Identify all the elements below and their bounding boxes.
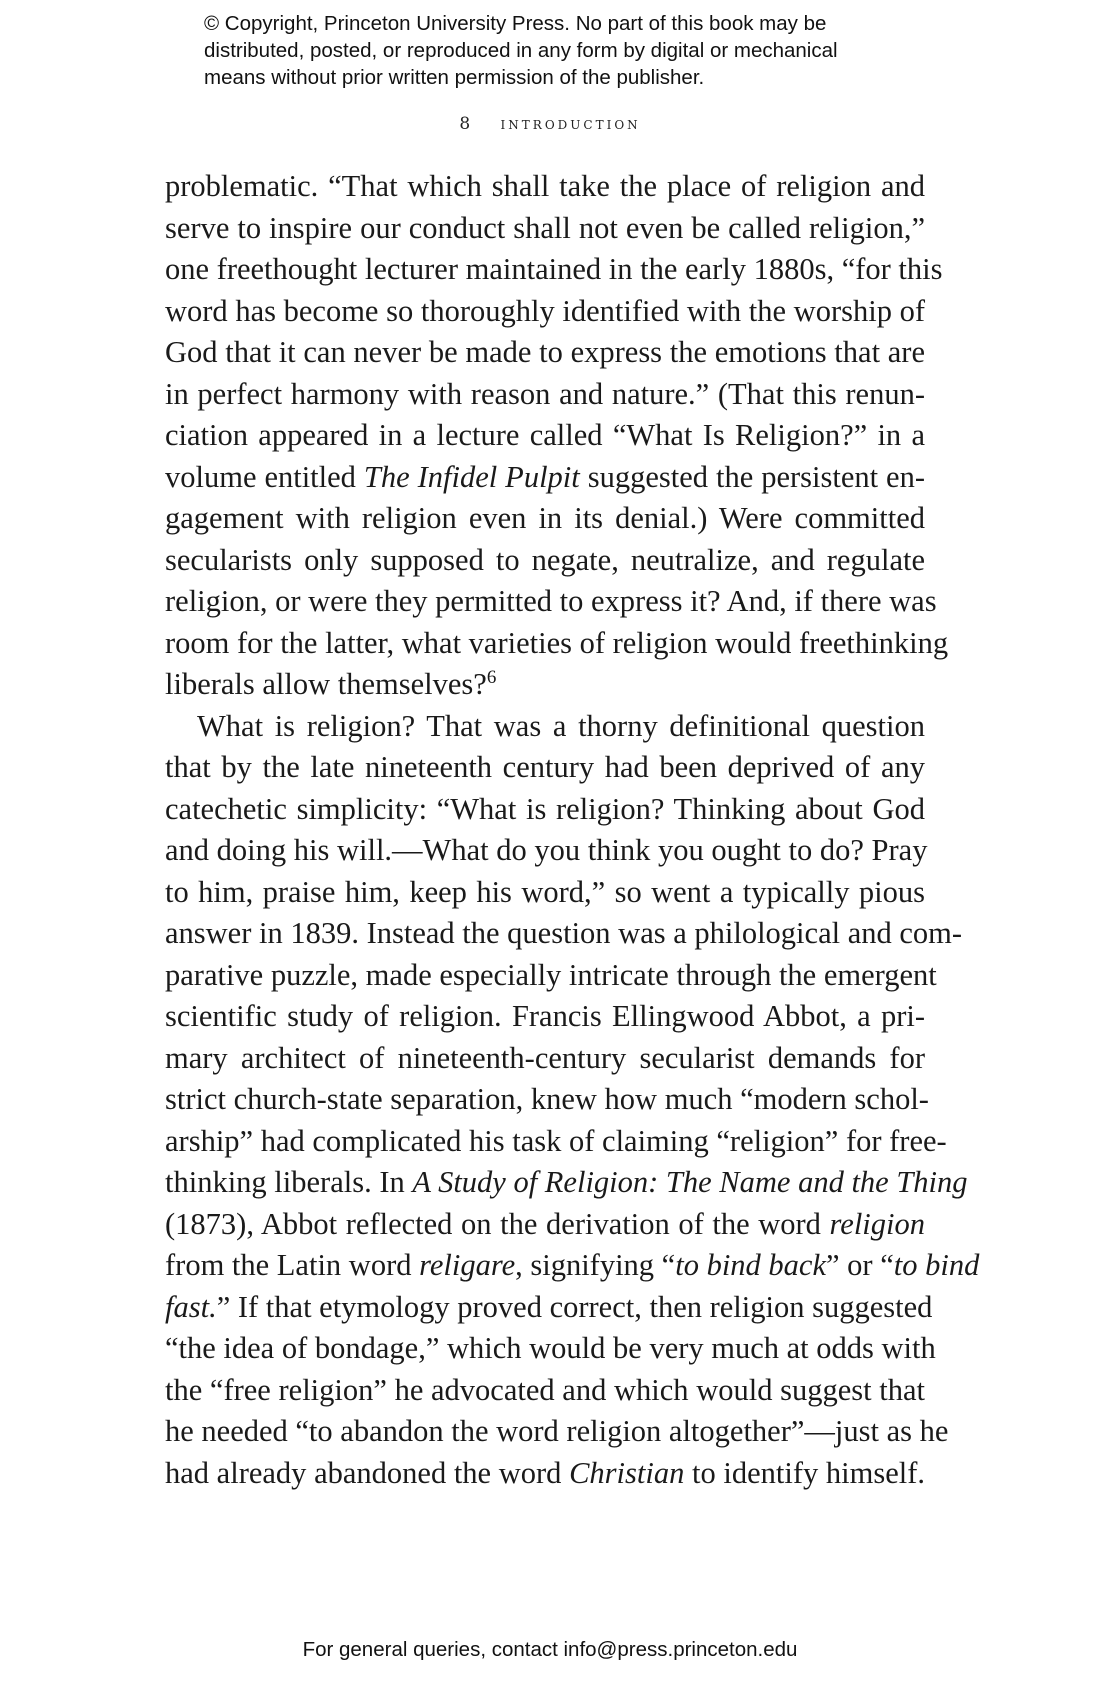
footnote-reference[interactable]: 6 (486, 666, 497, 688)
text-run: (1873), Abbot reflected on the derivation of the word (165, 1206, 830, 1241)
text-run: , signifying “ (515, 1248, 676, 1282)
text-run: ” If that etymology proved correct, then religion suggested (216, 1289, 933, 1324)
text-line (165, 1204, 925, 1246)
text-run: from the Latin word (165, 1248, 420, 1282)
text-line (165, 457, 925, 499)
text-line: serve to inspire our conduct shall not even be called religion,” (165, 210, 925, 245)
book-title: The Infidel Pulpit (363, 459, 580, 494)
text-line: God that it can never be made to express the emotions that are (165, 335, 925, 369)
text-line (165, 664, 925, 706)
italic-term: to bind (893, 1248, 980, 1282)
footer-contact: For general queries, contact info@press.princeton.edu (302, 1638, 798, 1661)
text-line: one freethought lecturer maintained in the early 1880s, “for this (165, 252, 943, 286)
text-line (165, 1245, 980, 1287)
text-line: catechetic simplicity: “What is religion? Thinking about God (165, 791, 925, 826)
text-run: ” or “ (826, 1248, 894, 1282)
text-line: he needed “to abandon the word religion altogether”—just as he (165, 1414, 949, 1448)
text-line: word has become so thoroughly identified with the worship of (165, 293, 925, 328)
text-line: ciation appeared in a lecture called “What Is Religion?” in a (165, 418, 925, 452)
text-run: had already abandoned the word (165, 1455, 570, 1490)
text-line: religion, or were they permitted to express it? And, if there was (165, 584, 937, 618)
text-run: liberals allow themselves? (165, 667, 487, 701)
text-run: volume entitled (165, 459, 364, 494)
text-line: scientific study of religion. Francis Ellingwood Abbot, a pri- (165, 999, 925, 1033)
copyright-line: means without prior written permission of the publisher. (204, 66, 705, 89)
text-line: and doing his will.—What do you think you ought to do? Pray (165, 833, 928, 867)
text-run: thinking liberals. In (165, 1165, 413, 1199)
text-run: to identify himself. (684, 1455, 926, 1490)
text-line: strict church-state separation, knew how much “modern schol- (165, 1082, 929, 1116)
italic-term: fast. (165, 1289, 217, 1324)
text-line: that by the late nineteenth century had been deprived of any (165, 750, 925, 784)
page-number: 8 (459, 114, 471, 134)
text-line: gagement with religion even in its denial.) Were committed (165, 501, 925, 535)
text-line: in perfect harmony with reason and nature.” (That this renun- (165, 376, 925, 411)
text-line: to him, praise him, keep his word,” so went a typically pious (165, 874, 925, 909)
running-head (0, 114, 1100, 134)
italic-term: religare (419, 1248, 516, 1282)
body-text (165, 166, 980, 1494)
italic-term: Christian (569, 1455, 685, 1490)
text-line: mary architect of nineteenth-century secularist demands for (165, 1040, 925, 1075)
text-line (165, 1162, 968, 1204)
text-line: arship” had complicated his task of claiming “religion” for free- (165, 1123, 947, 1158)
text-line: problematic. “That which shall take the place of religion and (165, 169, 925, 203)
text-line: answer in 1839. Instead the question was a philological and com- (165, 916, 963, 950)
text-line: secularists only supposed to negate, neutralize, and regulate (165, 542, 925, 577)
book-title: A Study of Religion: The Name and the Thing (412, 1165, 968, 1199)
text-line: parative puzzle, made especially intricate through the emergent (165, 957, 937, 992)
copyright-line: © Copyright, Princeton University Press. No part of this book may be (204, 12, 827, 35)
text-line: “the idea of bondage,” which would be very much at odds with (165, 1331, 936, 1365)
text-line: the “free religion” he advocated and which would suggest that (165, 1372, 925, 1407)
text-run: suggested the persistent en- (579, 459, 925, 494)
text-line: What is religion? That was a thorny definitional question (197, 708, 925, 743)
text-line: room for the latter, what varieties of religion would freethinking (165, 625, 949, 660)
chapter-title: introduction (500, 114, 641, 134)
copyright-notice (204, 10, 964, 91)
italic-term: to bind back (675, 1248, 827, 1282)
text-line (165, 1287, 933, 1329)
text-line (165, 1453, 925, 1495)
italic-term: religion (829, 1206, 925, 1241)
copyright-line: distributed, posted, or reproduced in any form by digital or mechanical (204, 39, 838, 62)
